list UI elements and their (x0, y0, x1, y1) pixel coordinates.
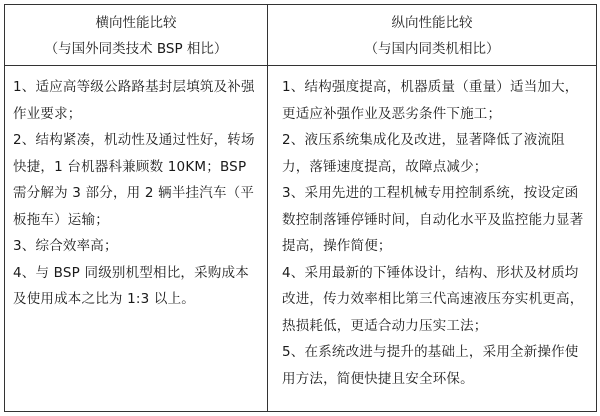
left-body-cell (5, 66, 268, 412)
list-item: 2、液压系统集成化及改进，显著降低了液流阻力，落锤速度提高，故障点减少； (282, 132, 565, 175)
list-item: 5、在系统改进与提升的基础上，采用全新操作使用方法，简便快捷且安全环保。 (282, 344, 579, 387)
list-item: 3、采用先进的工程机械专用控制系统，按设定函数控制落锤停锤时间，自动化水平及监控能力显著提高，操作简便； (282, 185, 584, 254)
right-header-subtitle: （与国内同类机相比） (364, 41, 500, 57)
header-row (5, 5, 597, 66)
list-item: 4、采用最新的下锤体设计，结构、形状及材质均改进，传力效率相比第三代高速液压夯实机更高，热损耗低，更适合动力压实工法； (282, 264, 584, 334)
left-header-title: 横向性能比较 (95, 15, 177, 31)
body-row (5, 66, 597, 412)
right-header-title: 纵向性能比较 (391, 15, 473, 31)
list-item: 1、适应高等级公路路基封层填筑及补强作业要求； (13, 79, 255, 122)
right-body-cell (268, 66, 597, 412)
left-header-cell (5, 5, 268, 66)
list-item: 3、综合效率高； (13, 238, 118, 254)
comparison-table (4, 4, 597, 412)
right-header-cell (268, 5, 597, 66)
list-item: 4、与 BSP 同级别机型相比，采购成本及使用成本之比为 1:3 以上。 (13, 264, 249, 307)
list-item: 2、结构紧凑，机动性及通过性好，转场快捷，1 台机器科兼顾数 10KM；BSP 需分解为 3 部分，用 2 辆半挂汽车（平板拖车）运输； (13, 132, 255, 228)
left-header-subtitle: （与国外同类技术 BSP 相比） (44, 41, 228, 57)
list-item: 1、结构强度提高，机器质量（重量）适当加大，更适应补强作业及恶劣条件下施工； (282, 79, 579, 122)
